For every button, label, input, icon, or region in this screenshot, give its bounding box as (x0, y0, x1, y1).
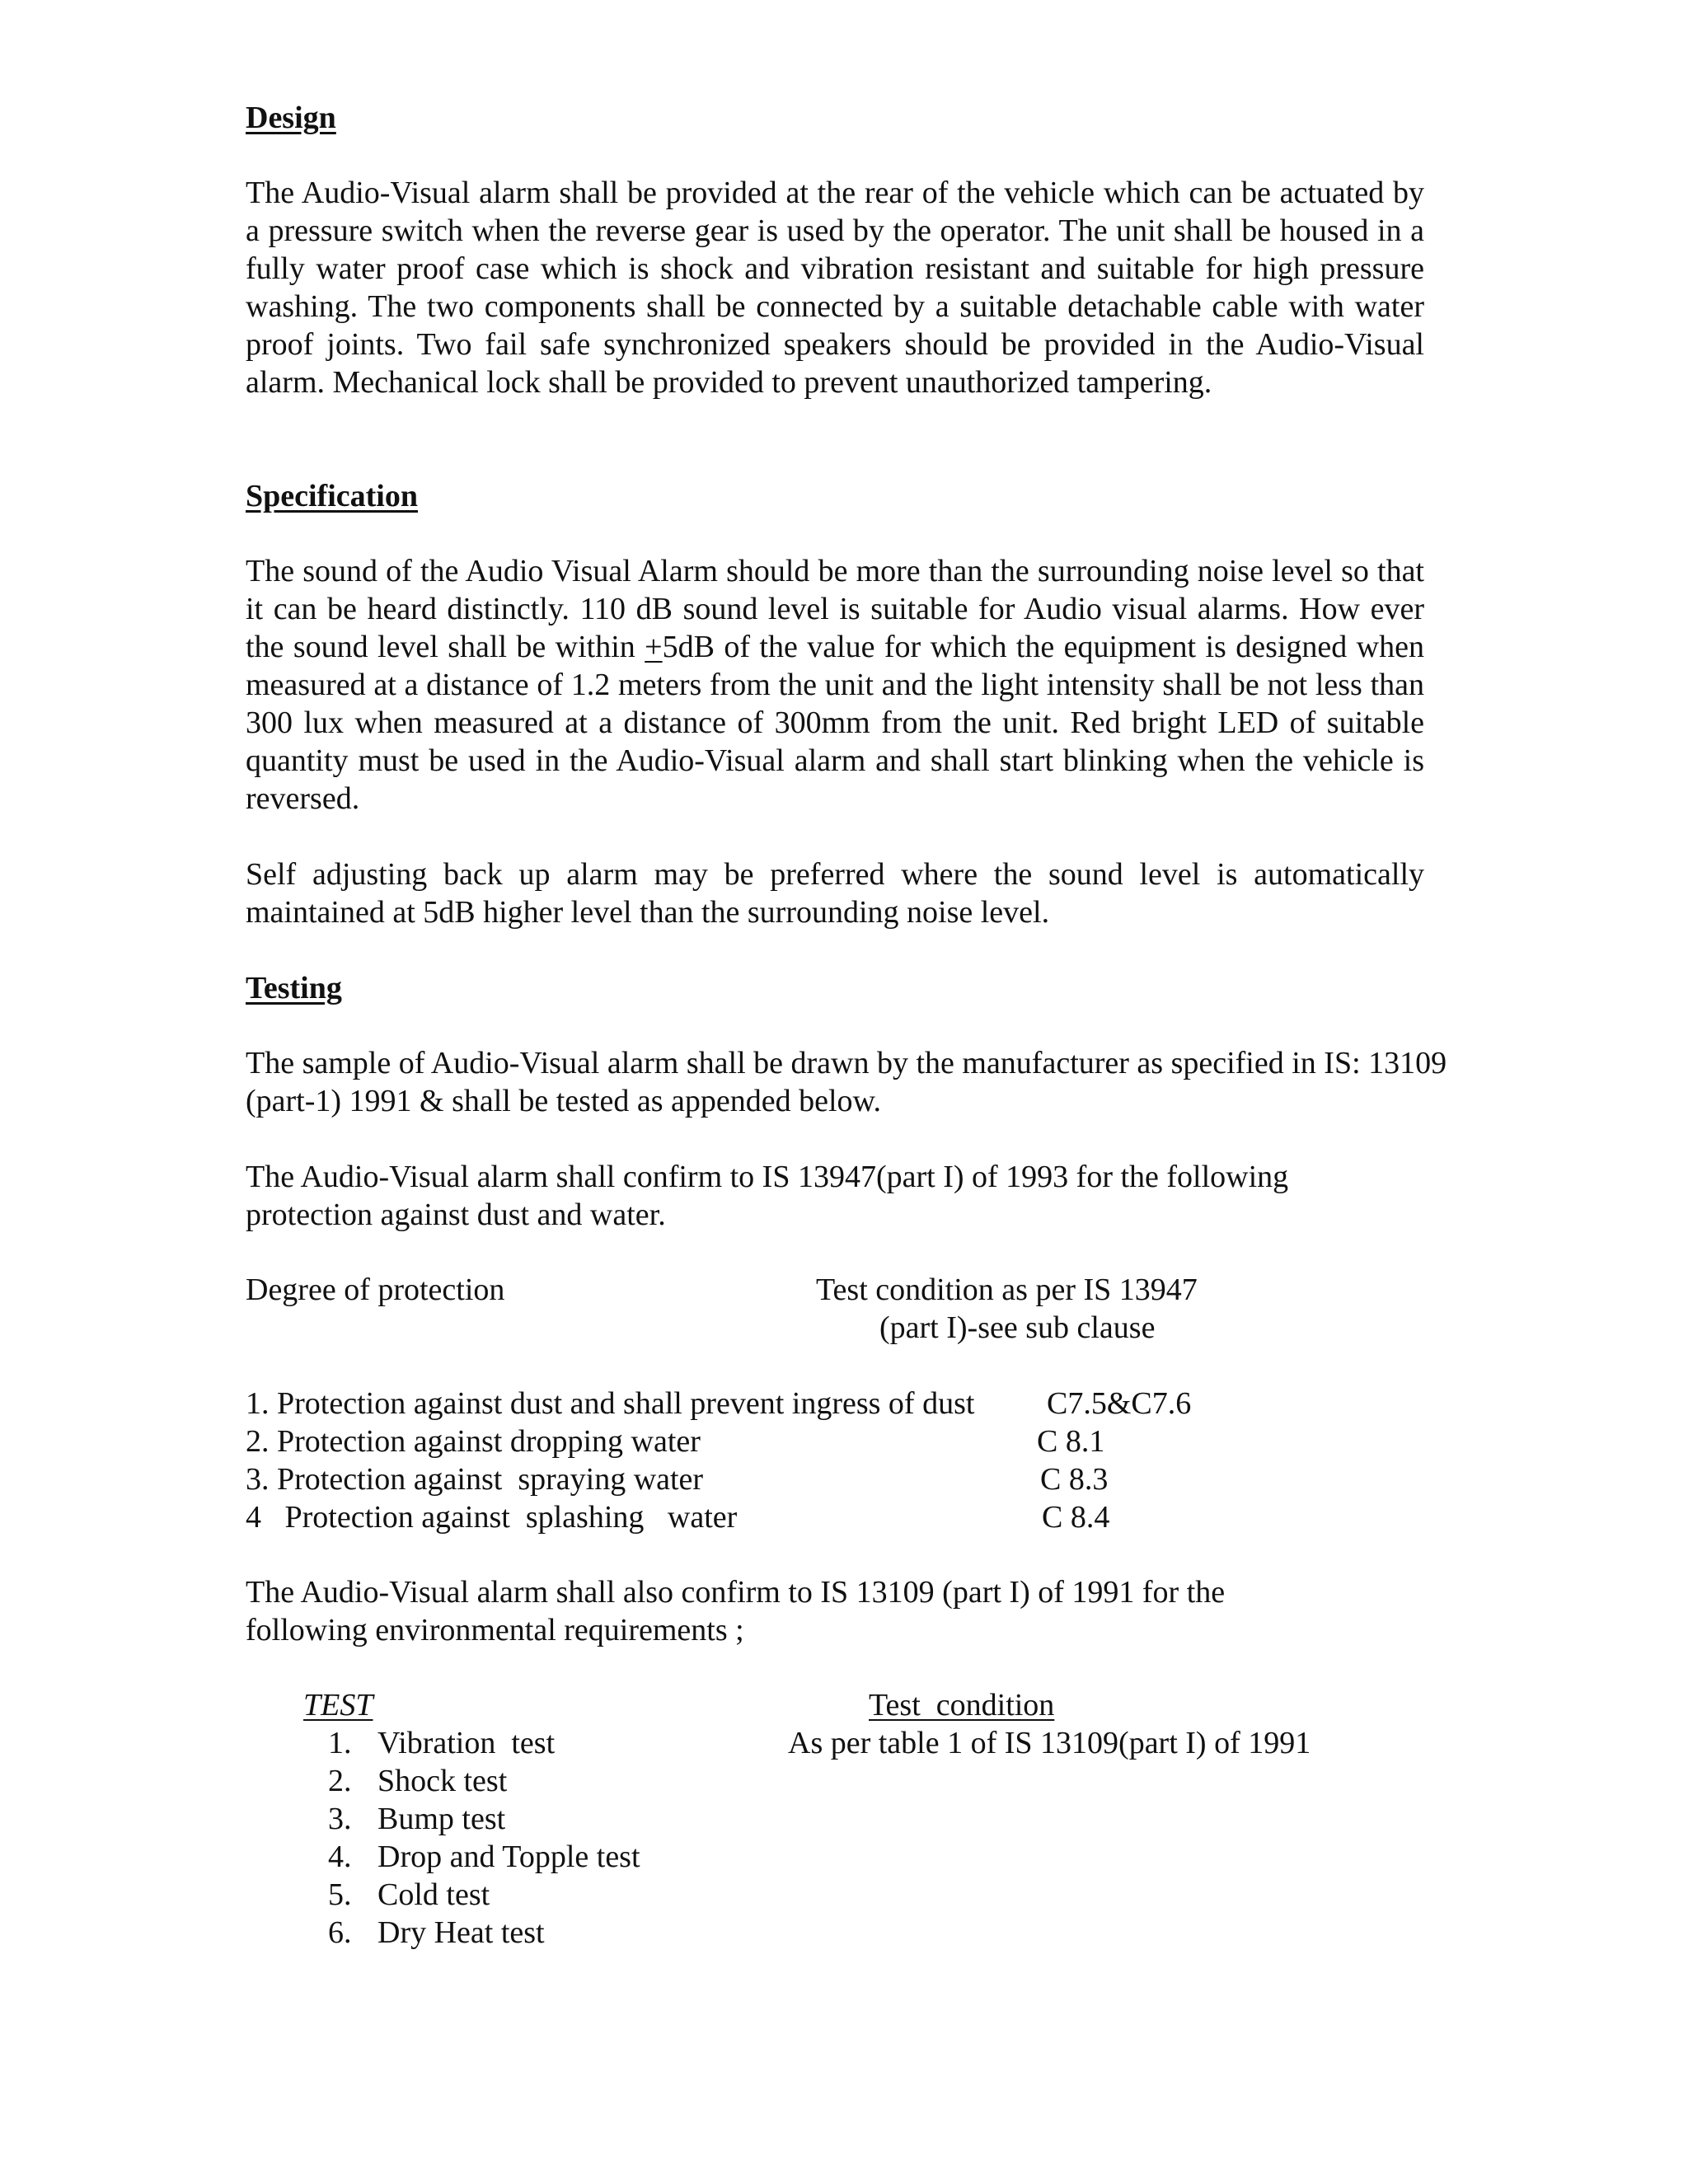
protection-row-clause: C 8.4 (1042, 1500, 1110, 1535)
self-adjusting-paragraph: Self adjusting back up alarm may be preferred where the sound level is automatically maintained at 5dB higher level than the surrounding noise level. (246, 857, 1424, 930)
environmental-intro-line1: The Audio-Visual alarm shall also confirm to IS 13109 (part I) of 1991 for the (246, 1575, 1226, 1610)
protection-row-item: 1. Protection against dust and shall prevent ingress of dust (246, 1386, 975, 1421)
protection-row-clause: C 8.3 (1040, 1462, 1109, 1497)
test-name: Shock test (377, 1764, 508, 1798)
design-paragraph: The Audio-Visual alarm shall be provided at the rear of the vehicle which can be actuated by a pressure switch when the reverse gear is used by the operator. The unit shall be housed in a fully water proof case which is shock and vibration resistant and suitable for high pressure washing. The two components shall be connected by a suitable detachable cable with water proof joints. Two fail safe synchronized speakers should be provided in the Audio-Visual alarm. Mechanical lock shall be provided to prevent unauthorized tampering. (246, 176, 1424, 400)
test-condition-value: As per table 1 of IS 13109(part I) of 1991 (788, 1726, 1311, 1760)
test-name: Bump test (377, 1802, 506, 1836)
test-condition-header-line2: (part I)-see sub clause (879, 1310, 1156, 1345)
design-heading: Design (246, 101, 336, 135)
test-name: Cold test (377, 1877, 490, 1912)
test-condition-header-line1: Test condition as per IS 13947 (816, 1272, 1198, 1307)
degree-of-protection-header: Degree of protection (246, 1272, 505, 1307)
test-name: Dry Heat test (377, 1915, 545, 1950)
protection-intro-line2: protection against dust and water. (246, 1197, 666, 1232)
test-number: 2. (328, 1764, 352, 1798)
sample-paragraph: The sample of Audio-Visual alarm shall be drawn by the manufacturer as specified in IS: 13109 (part-1) 1991 & shall be tested as appended below. (246, 1046, 1447, 1118)
test-condition-column-header: Test condition (869, 1688, 1055, 1722)
protection-row-item: 2. Protection against dropping water (246, 1424, 701, 1459)
protection-intro-line1: The Audio-Visual alarm shall confirm to IS 13947(part I) of 1993 for the following (246, 1160, 1289, 1194)
specification-heading: Specification (246, 479, 418, 513)
protection-row-item: 3. Protection against spraying water (246, 1462, 704, 1497)
test-name: Vibration test (377, 1726, 556, 1760)
protection-row-clause: C 8.1 (1037, 1424, 1105, 1459)
test-number: 6. (328, 1915, 352, 1950)
test-number: 3. (328, 1802, 352, 1836)
testing-heading: Testing (246, 971, 342, 1005)
test-number: 4. (328, 1840, 352, 1874)
protection-row-clause: C7.5&C7.6 (1047, 1386, 1192, 1421)
test-number: 1. (328, 1726, 352, 1760)
test-column-header: TEST (303, 1688, 373, 1722)
environmental-intro-line2: following environmental requirements ; (246, 1613, 744, 1647)
protection-row-item: 4 Protection against splashing water (246, 1500, 738, 1535)
test-name: Drop and Topple test (377, 1840, 640, 1874)
specification-text-start: The sound of the Audio Visual Alarm should be more than the surrounding noise level so that it can be heard distinctly. 110 dB sound level is suitable for Audio visual alarms. How ever the sound level shall be within (246, 554, 1424, 664)
specification-paragraph (246, 552, 1424, 818)
plus-minus-sign: + (645, 630, 663, 664)
test-number: 5. (328, 1877, 352, 1912)
specification-text-end: 5dB of the value for which the equipment is designed when measured at a distance of 1.2 meters from the unit and the light intensity shall be not less than 300 lux when measured at a distance of 300mm from the unit. Red bright LED of suitable quantity must be used in the Audio-Visual alarm and shall start blinking when the vehicle is reversed. (246, 630, 1424, 816)
